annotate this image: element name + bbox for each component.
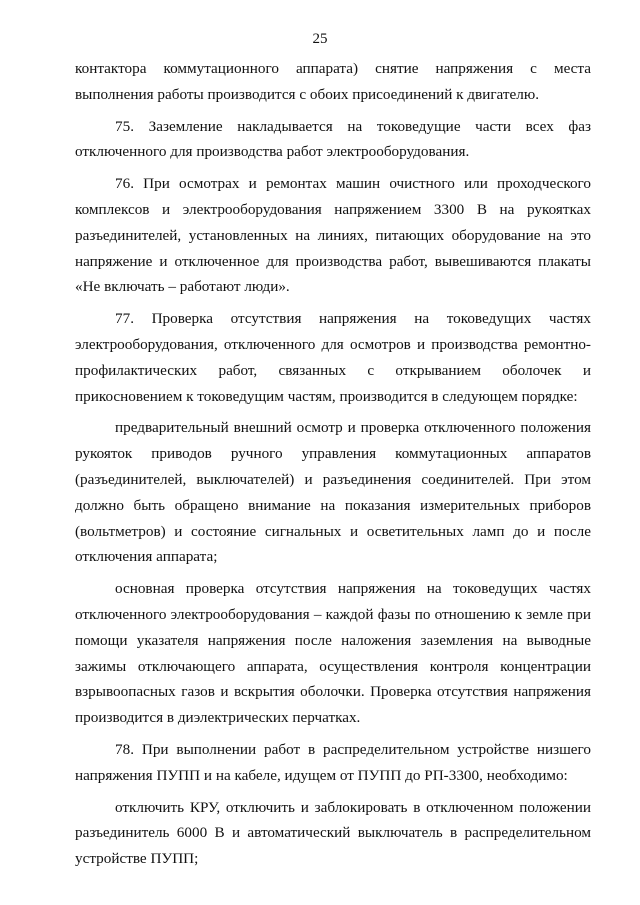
paragraph-78: 78. При выполнении работ в распределительном устройстве низшего напряжения ПУПП и на кабеле, идущем от ПУПП до РП-3300, необходимо: [75,740,591,784]
page-number: 25 [312,31,328,47]
paragraph-77-step-preliminary: предварительный внешний осмотр и проверка отключенного положения рукояток приводов ручного управления коммутационных аппаратов (разъединителей, выключателей) и разъединения соединителей. При этом должно быть обращено внимание на показания измерительных приборов (вольтметров) и состояние сигнальных и осветительных ламп до и после отключения аппарата; [75,419,591,566]
paragraph-75: 75. Заземление накладывается на токоведущие части всех фаз отключенного для производства работ электрооборудования. [75,117,591,161]
paragraph-77: 77. Проверка отсутствия напряжения на токоведущих частях электрооборудования, отключенного для осмотров и производства ремонтно-профилактических работ, связанных с открыванием оболочек и прикосновением к токоведущим частям, производится в следующем порядке: [75,310,591,405]
paragraph-76: 76. При осмотрах и ремонтах машин очистного или проходческого комплексов и электрооборудования напряжением 3300 В на рукоятках разъединителей, установленных на линиях, питающих оборудование на это напряжение и отключенное для производства работ, вывешиваются плакаты «Не включать – работают люди». [75,175,591,296]
paragraph-78-step-disconnect: отключить КРУ, отключить и заблокировать в отключенном положении разъединитель 6000 В и автоматический выключатель в распределительном устройстве ПУПП; [75,798,591,868]
paragraph-77-step-main: основная проверка отсутствия напряжения на токоведущих частях отключенного электрооборудования – каждой фазы по отношению к земле при помощи указателя напряжения после наложения заземления на выводные зажимы отключающего аппарата, осуществления контроля концентрации взрывоопасных газов и вскрытия оболочки. Проверка отсутствия напряжения производится в диэлектрических перчатках. [75,580,591,727]
paragraph-continuation: контактора коммутационного аппарата) снятие напряжения с места выполнения работы производится с обоих присоединений к двигателю. [75,60,591,103]
document-body [75,56,591,878]
